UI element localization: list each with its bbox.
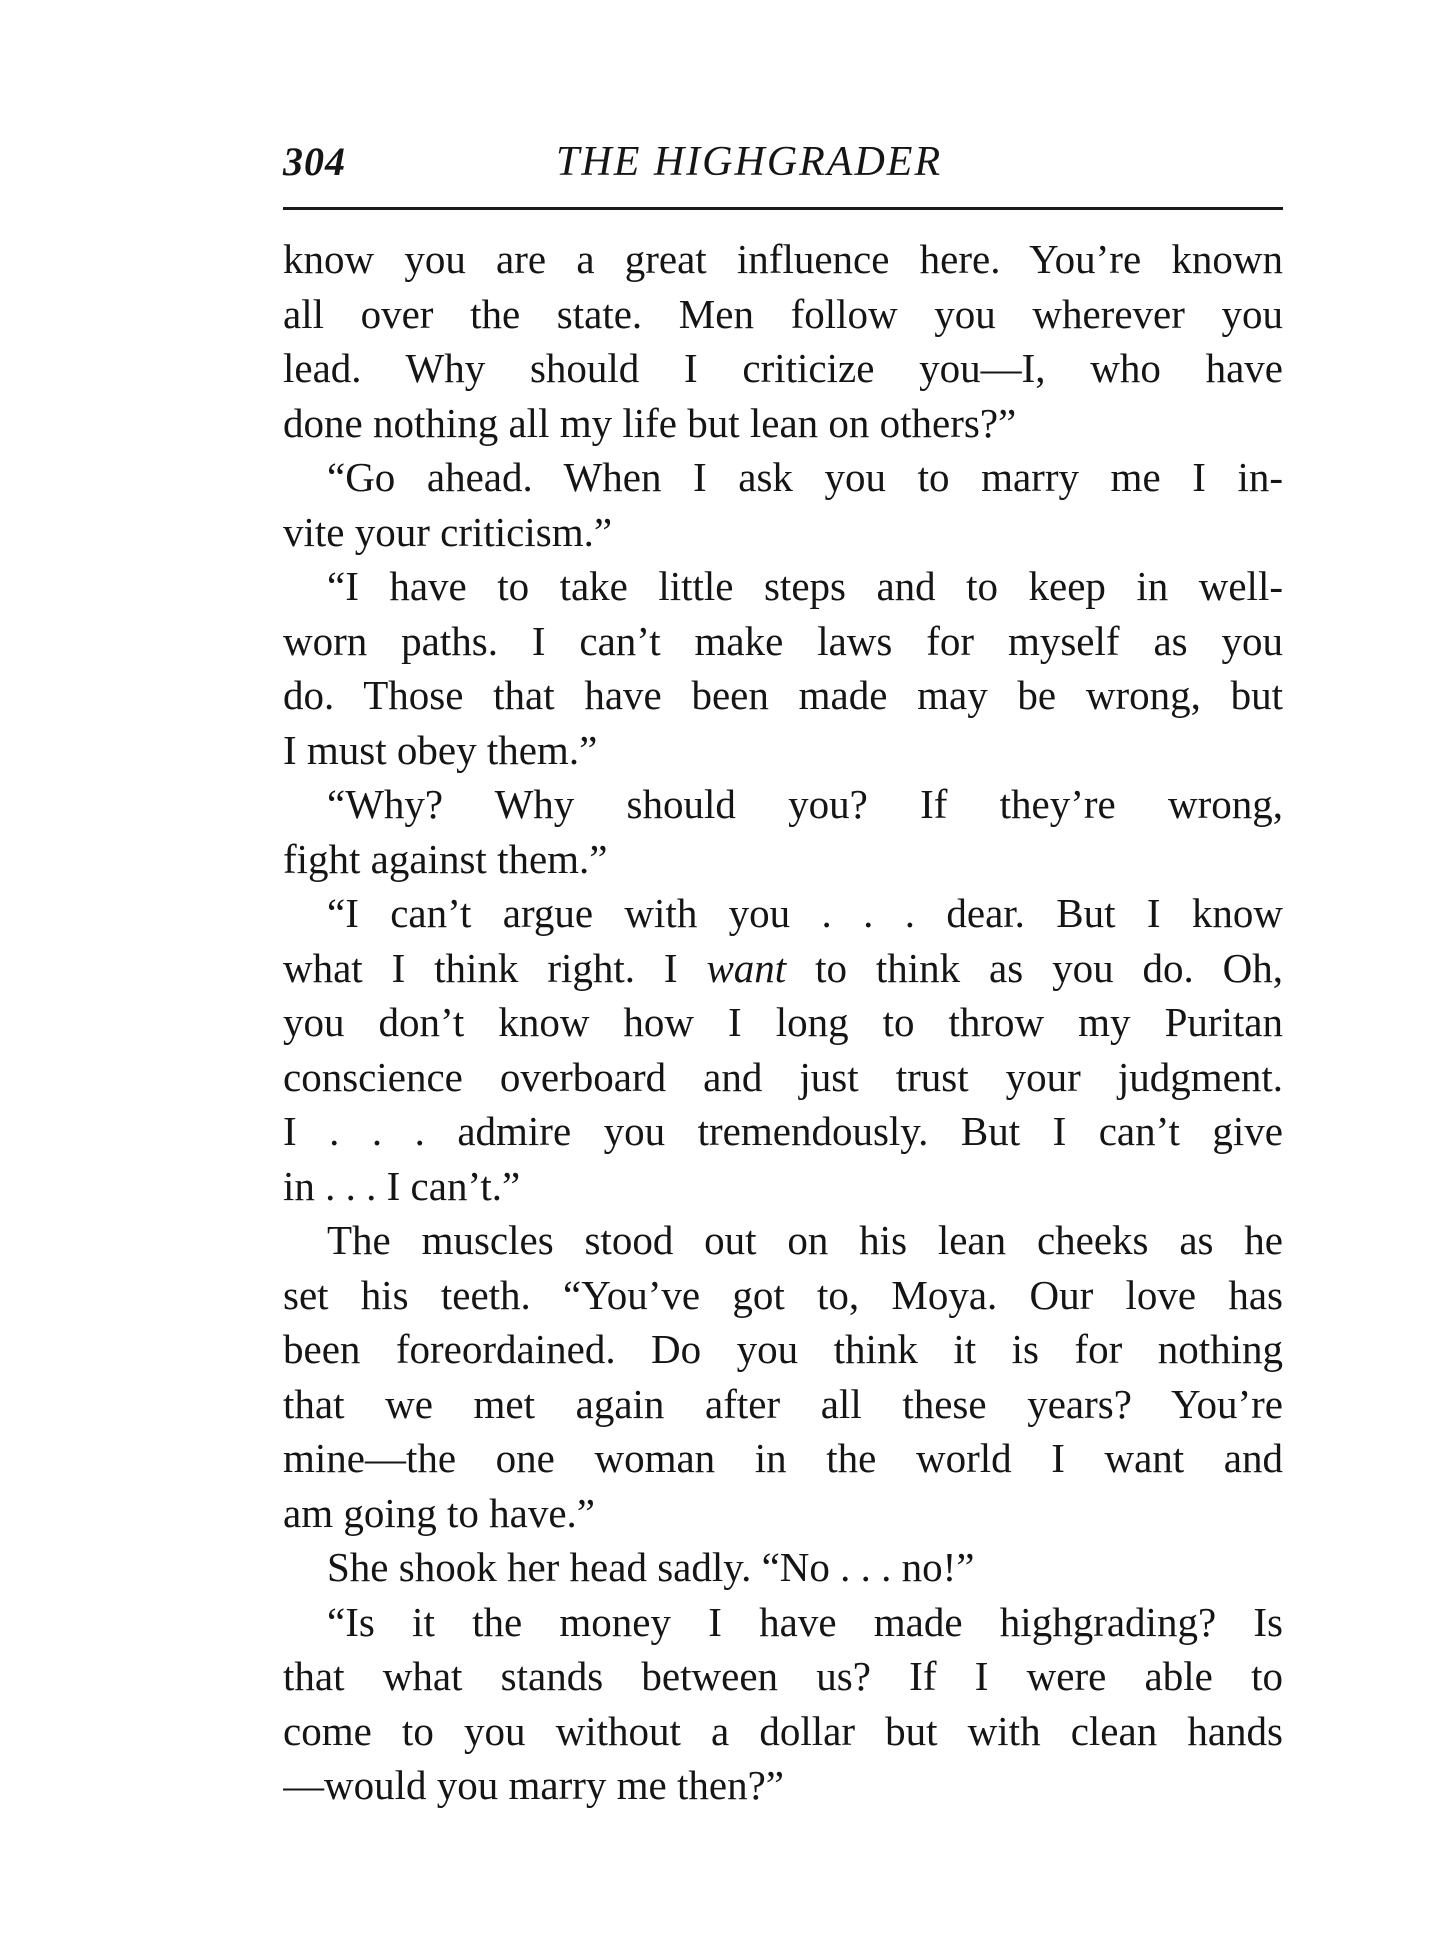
text-line: “Is it the money I have made highgrading? Is [327,1598,1283,1645]
text-line: fight against them.” [283,835,608,882]
text-line: “I have to take little steps and to keep in well- [327,563,1283,609]
text-line: —would you marry me then?” [283,1762,784,1808]
emphasized-word: want [706,944,787,991]
text-line: I must obey them.” [283,726,598,773]
page-number: 304 [283,139,346,184]
text-line: mine—the one woman in the world I want and [283,1435,1283,1481]
text-line: She shook her head sadly. “No . . . no!” [327,1544,975,1590]
text-line: come to you without a dollar but with clean hands [283,1707,1283,1754]
running-title: THE HIGHGRADER [556,139,943,185]
text-line: lead. Why should I criticize you—I, who have [283,345,1283,391]
text-line: you don’t know how I long to throw my Puritan [283,999,1283,1045]
text-line: know you are a great influence here. You’re known [283,236,1283,282]
text-line: “I can’t argue with you . . . dear. But I know [327,890,1283,936]
page-header [283,138,1283,198]
text-line: The muscles stood out on his lean cheeks as he [327,1217,1283,1263]
text-line: done nothing all my life but lean on others?” [283,399,1017,446]
text-line: been foreordained. Do you think it is for nothing [283,1326,1283,1372]
text-segment: what I think right. I [283,944,707,991]
text-line: “Why? Why should you? If they’re wrong, [327,781,1283,827]
text-line [283,941,1283,996]
text-line: all over the state. Men follow you wherever you [283,290,1283,337]
text-line: am going to have.” [283,1489,595,1536]
text-line: worn paths. I can’t make laws for myself as you [283,617,1283,664]
text-line: do. Those that have been made may be wrong, but [283,672,1283,718]
text-line: that what stands between us? If I were able to [283,1653,1283,1699]
text-line: set his teeth. “You’ve got to, Moya. Our love has [283,1271,1283,1318]
text-line: that we met again after all these years? You’re [283,1380,1283,1427]
text-segment: to think as you do. Oh, [786,944,1283,991]
text-line: in . . . I can’t.” [283,1162,521,1209]
body-text [283,232,1283,1813]
text-line: “Go ahead. When I ask you to marry me I in- [327,454,1283,500]
text-line: conscience overboard and just trust your judgment. [283,1053,1283,1100]
header-rule [283,207,1283,210]
text-line: I . . . admire you tremendously. But I can’t give [283,1108,1283,1154]
text-line: vite your criticism.” [283,508,613,555]
